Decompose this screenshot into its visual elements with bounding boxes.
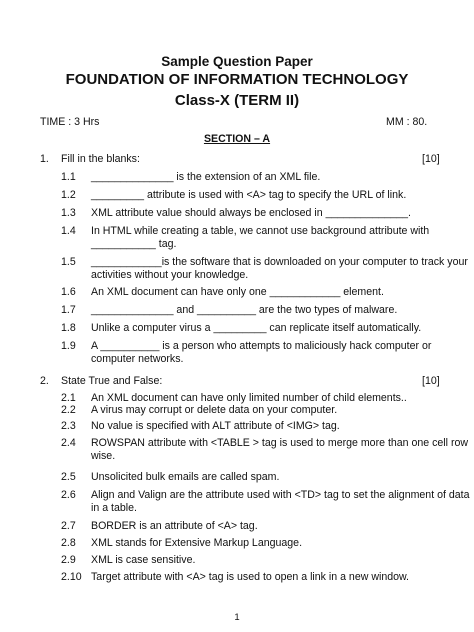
item-number: 1.5 (61, 256, 76, 268)
item-text: An XML document can have only limited number of child elements.. (91, 392, 407, 404)
item-number: 1.6 (61, 286, 76, 298)
item-number: 2.8 (61, 537, 76, 549)
item-text: Target attribute with <A> tag is used to open a link in a new window. (91, 571, 410, 583)
class-title: Class-X (TERM II) (174, 92, 300, 109)
item-text-continued: in a table. (91, 502, 137, 514)
item-text: A __________ is a person who attempts to maliciously hack computer or (91, 340, 432, 352)
question-2-title: State True and False: (61, 375, 163, 387)
item-number: 2.2 (61, 404, 76, 416)
time-label: TIME : 3 Hrs (40, 116, 100, 128)
item-text: ______________ and __________ are the two types of malware. (91, 304, 398, 316)
item-text: XML attribute value should always be enclosed in ______________. (91, 207, 412, 219)
item-text-continued: activities without your knowledge. (91, 269, 249, 281)
item-number: 1.9 (61, 340, 76, 352)
item-number: 2.4 (61, 437, 76, 449)
question-1-number: 1. (40, 153, 49, 165)
item-text-continued: ___________ tag. (91, 238, 177, 250)
item-number: 2.3 (61, 420, 76, 432)
item-text: Unsolicited bulk emails are called spam. (91, 471, 280, 483)
item-number: 1.3 (61, 207, 76, 219)
item-number: 1.2 (61, 189, 76, 201)
question-1-marks: [10] (422, 153, 440, 165)
item-text: BORDER is an attribute of <A> tag. (91, 520, 258, 532)
item-text: A virus may corrupt or delete data on your computer. (91, 404, 338, 416)
item-text: ______________ is the extension of an XML file. (91, 171, 321, 183)
paper-title: Sample Question Paper (161, 54, 313, 69)
item-text: _________ attribute is used with <A> tag to specify the URL of link. (91, 189, 407, 201)
section-heading: SECTION – A (203, 133, 271, 145)
item-text-continued: computer networks. (91, 353, 184, 365)
item-number: 2.6 (61, 489, 76, 501)
item-text: XML stands for Extensive Markup Language. (91, 537, 303, 549)
item-number: 1.7 (61, 304, 76, 316)
item-number: 1.4 (61, 225, 76, 237)
item-text: XML is case sensitive. (91, 554, 196, 566)
item-text-continued: wise. (91, 450, 116, 462)
page-number: 1 (234, 612, 240, 623)
item-text: No value is specified with ALT attribute of <IMG> tag. (91, 420, 340, 432)
question-2-marks: [10] (422, 375, 440, 387)
question-2-number: 2. (40, 375, 49, 387)
item-text: An XML document can have only one ____________ element. (91, 286, 384, 298)
item-number: 1.1 (61, 171, 76, 183)
item-number: 2.7 (61, 520, 76, 532)
item-text: Align and Valign are the attribute used with <TD> tag to set the alignment of data (91, 489, 470, 501)
item-text: ____________is the software that is downloaded on your computer to track your (91, 256, 468, 268)
item-text: Unlike a computer virus a _________ can replicate itself automatically. (91, 322, 422, 334)
max-marks-label: MM : 80. (386, 116, 428, 128)
item-number: 2.9 (61, 554, 76, 566)
item-number: 1.8 (61, 322, 76, 334)
question-1-title: Fill in the blanks: (61, 153, 140, 165)
subject-title: FOUNDATION OF INFORMATION TECHNOLOGY (65, 71, 409, 88)
item-number: 2.1 (61, 392, 76, 404)
item-text: In HTML while creating a table, we cannot use background attribute with (91, 225, 430, 237)
item-number: 2.10 (61, 571, 82, 583)
item-number: 2.5 (61, 471, 76, 483)
item-text: ROWSPAN attribute with <TABLE > tag is used to merge more than one cell row (91, 437, 469, 449)
